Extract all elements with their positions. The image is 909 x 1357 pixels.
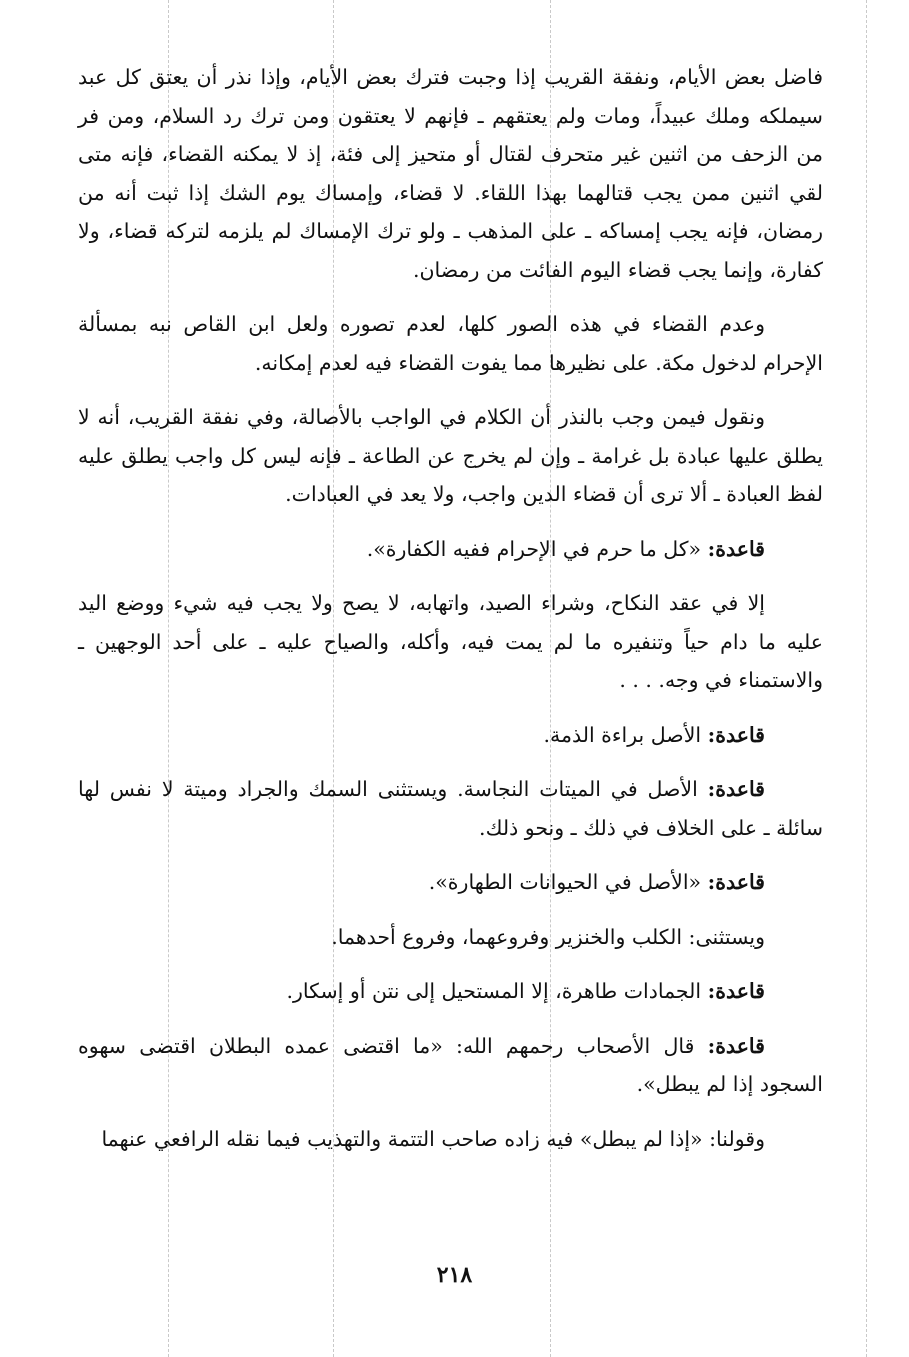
- rule-paragraph: [78, 972, 823, 1011]
- rule-paragraph: [78, 863, 823, 902]
- rule-label: قاعدة:: [707, 536, 765, 561]
- rule-label: قاعدة:: [707, 870, 765, 894]
- paragraph-text: وعدم القضاء في هذه الصور كلها، لعدم تصوره ولعل ابن القاص نبه بمسألة الإحرام لدخول مكة. على نظيرها مما يفوت القضاء فيه لعدم إمكانه.: [78, 312, 823, 375]
- rule-paragraph: [78, 1027, 823, 1104]
- page-number: ٢١٨: [436, 1262, 473, 1288]
- paragraph: [78, 1120, 823, 1159]
- rule-paragraph: [78, 530, 823, 569]
- rule-paragraph: [78, 716, 823, 755]
- paragraph: [78, 584, 823, 700]
- paragraph-text: ونقول فيمن وجب بالنذر أن الكلام في الواجب بالأصالة، وفي نفقة القريب، أنه لا يطلق عليها عبادة بل غرامة ـ وإن لم يخرج عن الطاعة ـ فإنه ليس كل واجب يطلق عليه لفظ العبادة ـ ألا ترى أن قضاء الدين واجب، ولا يعد في العبادات.: [78, 405, 823, 506]
- paragraph-text: الأصل براءة الذمة.: [543, 722, 702, 747]
- scan-guide-line: [866, 0, 867, 1357]
- rule-label: قاعدة:: [707, 722, 765, 747]
- paragraph-text: الأصل في الميتات النجاسة. ويستثنى السمك والجراد وميتة لا نفس لها سائلة ـ على الخلاف في ذلك ـ ونحو ذلك.: [78, 777, 823, 840]
- paragraph-text: «كل ما حرم في الإحرام ففيه الكفارة».: [366, 536, 702, 561]
- rule-label: قاعدة:: [707, 777, 765, 801]
- paragraph: [78, 918, 823, 957]
- paragraph-text: وقولنا: «إذا لم يبطل» فيه زاده صاحب التتمة والتهذيب فيما نقله الرافعي عنهما: [101, 1126, 765, 1151]
- rule-label: قاعدة:: [707, 979, 765, 1003]
- paragraph-text: «الأصل في الحيوانات الطهارة».: [428, 870, 702, 894]
- paragraph-text: قال الأصحاب رحمهم الله: «ما اقتضى عمده البطلان اقتضى سهوه السجود إذا لم يبطل».: [78, 1033, 823, 1096]
- paragraph: [78, 398, 823, 514]
- paragraph-text: ويستثنى: الكلب والخنزير وفروعهما، وفروع أحدهما.: [331, 924, 765, 949]
- paragraph: [78, 305, 823, 382]
- paragraph: [78, 58, 823, 289]
- paragraph-text: الجمادات طاهرة، إلا المستحيل إلى نتن أو إسكار.: [286, 979, 702, 1003]
- page-body: [78, 58, 823, 1174]
- rule-paragraph: [78, 770, 823, 847]
- paragraph-text: فاضل بعض الأيام، ونفقة القريب إذا وجبت فترك بعض الأيام، وإذا نذر أن يعتق كل عبد سيملكه وملك عبيداً، ومات ولم يعتقهم ـ فإنهم لا يعتقون ومن ترك رد السلام، ومن فر من الزحف من اثنين غير متحرف لقتال أو متحيز إلى فئة، إذ لا يمكنه القضاء، فإنه متى لقي اثنين ممن يجب قتالهما بهذا اللقاء. لا قضاء، وإمساك يوم الشك إذا ثبت أنه من رمضان، فإنه يجب إمساكه ـ على المذهب ـ ولو ترك الإمساك لم يلزمه لتركه قضاء، ولا كفارة، وإنما يجب قضاء اليوم الفائت من رمضان.: [78, 65, 823, 282]
- rule-label: قاعدة:: [707, 1033, 765, 1058]
- paragraph-text: إلا في عقد النكاح، وشراء الصيد، واتهابه، لا يصح ولا يجب فيه شيء ووضع اليد عليه ما دام حياً وتنفيره ما لم يمت فيه، وأكله، والصياح عليه ـ على أحد الوجهين ـ والاستمناء في وجه. . . .: [78, 591, 823, 692]
